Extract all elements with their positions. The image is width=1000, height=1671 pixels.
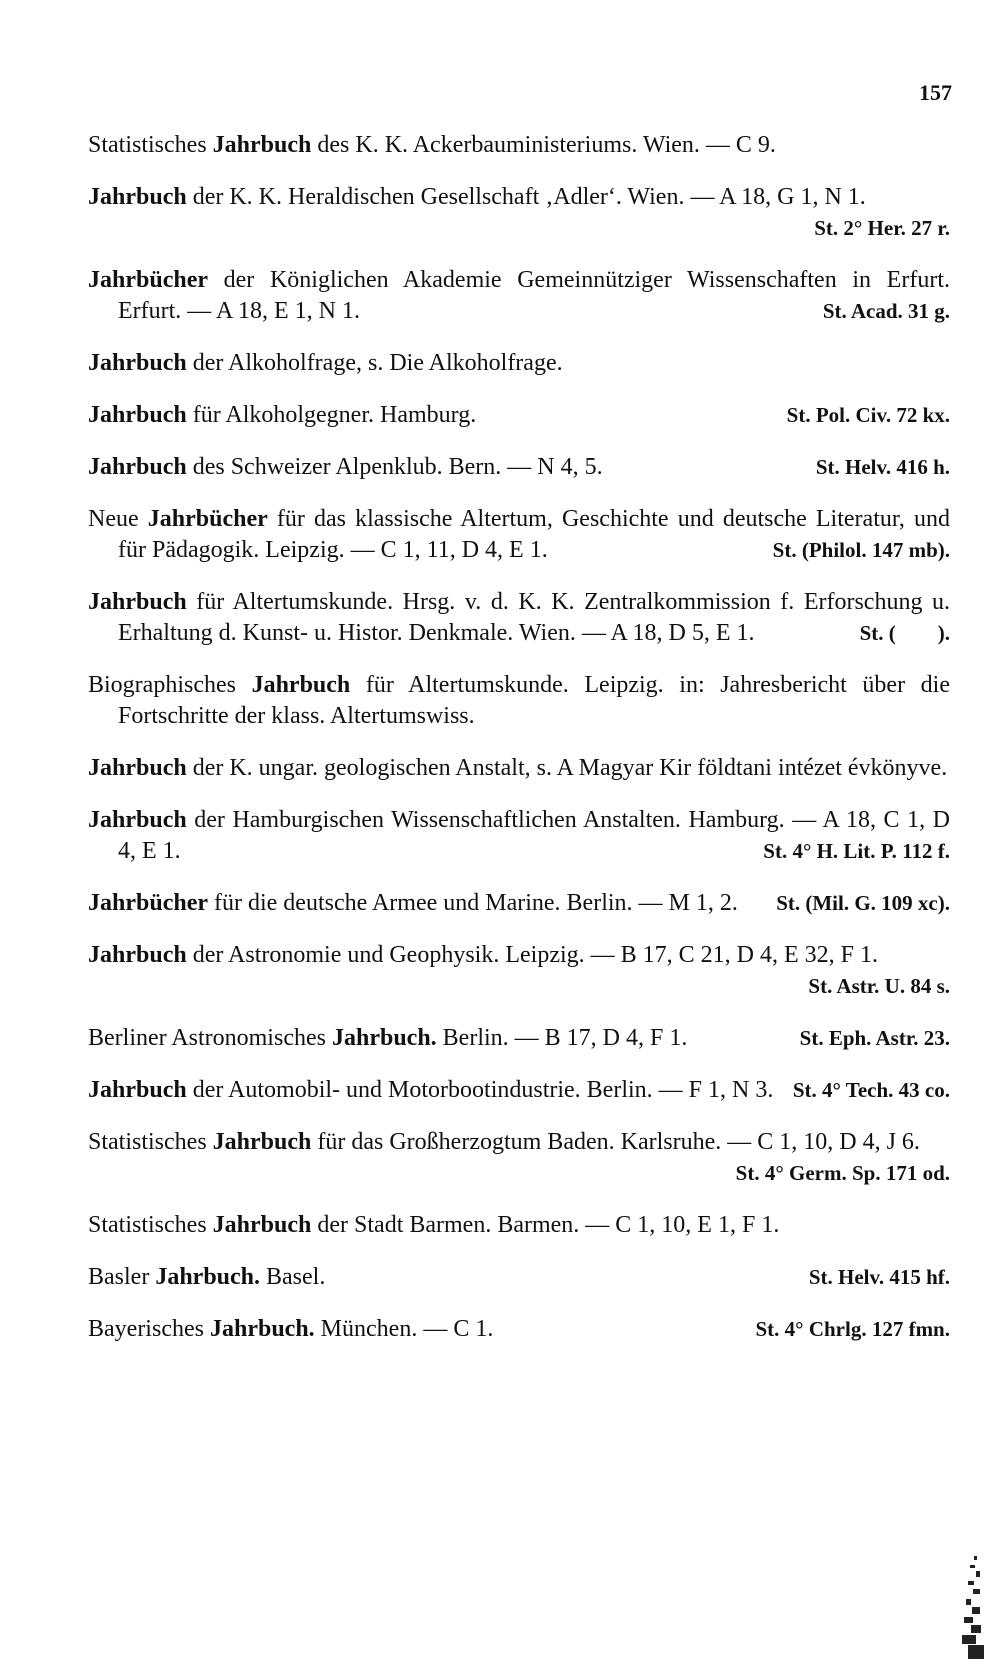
shelfmark: St. (Philol. 147 mb). xyxy=(772,538,950,562)
entry-keyword: Jahrbücher xyxy=(88,890,208,916)
entry-keyword: Jahrbuch xyxy=(251,672,351,698)
entry-text: für Altertumskunde. Hrsg. v. d. K. K. Zentralkommission f. Erforschung u. Erhaltung d. Kunst- u. Histor. Denkmale. Wien. — A 18, D 5, E 1. xyxy=(118,589,950,646)
entry-keyword: Jahrbuch xyxy=(88,454,187,480)
entry-text: der Astronomie und Geophysik. Leipzig. — B 17, C 21, D 4, E 32, F 1. xyxy=(186,942,878,968)
entry-text: für Alkoholgegner. Hamburg. xyxy=(186,402,477,428)
entry-prefix: Basler xyxy=(88,1264,156,1290)
list-item xyxy=(88,940,950,1002)
list-item xyxy=(88,1023,950,1054)
entry-keyword: Jahrbücher xyxy=(88,267,208,293)
entry-prefix: Biographisches xyxy=(88,672,252,698)
entry-keyword: Jahrbuch xyxy=(88,755,187,781)
shelfmark: St. 4° Chrlg. 127 fmn. xyxy=(755,1317,950,1341)
entry-keyword: Jahrbücher xyxy=(147,506,268,532)
entry-prefix: Statistisches xyxy=(88,1129,213,1155)
entry-text: der Alkoholfrage, s. Die Alkoholfrage. xyxy=(186,350,563,376)
entry-text: Basel. xyxy=(260,1264,326,1290)
shelfmark: St. ( ). xyxy=(859,621,950,645)
shelfmark: St. 2° Her. 27 r. xyxy=(814,216,950,240)
shelfmark: St. Acad. 31 g. xyxy=(822,299,950,323)
list-item xyxy=(88,504,950,566)
entry-keyword: Jahrbuch xyxy=(88,402,187,428)
list-item xyxy=(88,348,950,379)
entry-keyword: Jahrbuch xyxy=(88,184,187,210)
entry-keyword: Jahrbuch xyxy=(88,807,187,833)
list-item xyxy=(88,130,950,161)
shelfmark: St. Helv. 415 hf. xyxy=(808,1265,950,1289)
list-item xyxy=(88,452,950,483)
entry-text: der Hamburgischen Wissenschaftlichen Anstalten. Hamburg. — A 18, C 1, D 4, E 1. xyxy=(118,807,950,864)
entry-keyword: Jahrbuch. xyxy=(209,1316,315,1342)
list-item xyxy=(88,1127,950,1189)
entry-list xyxy=(88,130,950,1366)
page-number: 157 xyxy=(919,80,952,105)
entry-text: Berlin. — B 17, D 4, F 1. xyxy=(436,1025,688,1051)
list-item xyxy=(88,400,950,431)
entry-text: für das klassische Altertum, Geschichte und deutsche Literatur, und für Pädagogik. Leipzig. — C 1, 11, D 4, E 1. xyxy=(118,506,951,563)
entry-keyword: Jahrbuch xyxy=(212,132,312,158)
scan-artifact xyxy=(954,1551,986,1661)
entry-keyword: Jahrbuch. xyxy=(155,1264,261,1290)
shelfmark: St. Helv. 416 h. xyxy=(815,455,950,479)
shelfmark: St. 4° Germ. Sp. 171 od. xyxy=(735,1161,950,1185)
entry-keyword: Jahrbuch xyxy=(88,350,187,376)
list-item xyxy=(88,265,950,327)
entry-keyword: Jahrbuch xyxy=(88,1077,187,1103)
entry-prefix: Statistisches xyxy=(88,1212,213,1238)
shelfmark: St. 4° H. Lit. P. 112 f. xyxy=(763,839,950,863)
list-item xyxy=(88,1210,950,1241)
entry-prefix: Statistisches xyxy=(88,132,213,158)
entry-keyword: Jahrbuch xyxy=(212,1212,312,1238)
shelfmark: St. Pol. Civ. 72 kx. xyxy=(786,403,950,427)
shelfmark: St. 4° Tech. 43 co. xyxy=(792,1078,950,1102)
list-item xyxy=(88,1314,950,1345)
entry-keyword: Jahrbuch xyxy=(212,1129,312,1155)
entry-keyword: Jahrbuch. xyxy=(331,1025,437,1051)
entry-text: für Altertumskunde. Leipzig. in: Jahresbericht über die Fortschritte der klass. Altertumswiss. xyxy=(118,672,950,729)
list-item xyxy=(88,753,950,784)
entry-text: des K. K. Ackerbauministeriums. Wien. — C 9. xyxy=(311,132,776,158)
entry-text: München. — C 1. xyxy=(314,1316,494,1342)
entry-text: des Schweizer Alpenklub. Bern. — N 4, 5. xyxy=(186,454,603,480)
list-item xyxy=(88,670,950,732)
shelfmark: St. Astr. U. 84 s. xyxy=(808,974,950,998)
entry-text: der K. ungar. geologischen Anstalt, s. A Magyar Kir földtani intézet évkönyve. xyxy=(186,755,948,781)
entry-prefix: Berliner Astronomisches xyxy=(88,1025,332,1051)
list-item xyxy=(88,805,950,867)
list-item xyxy=(88,1262,950,1293)
entry-prefix: Bayerisches xyxy=(88,1316,210,1342)
entry-text: für die deutsche Armee und Marine. Berlin. — M 1, 2. xyxy=(208,890,738,916)
entry-text: der K. K. Heraldischen Gesellschaft ‚Adler‘. Wien. — A 18, G 1, N 1. xyxy=(186,184,866,210)
entry-text: der Königlichen Akademie Gemeinnütziger Wissenschaften in Erfurt. Erfurt. — A 18, E 1, N 1. xyxy=(118,267,950,324)
entry-text: der Automobil- und Motorbootindustrie. Berlin. — F 1, N 3. xyxy=(186,1077,774,1103)
list-item xyxy=(88,888,950,919)
entry-keyword: Jahrbuch xyxy=(88,942,187,968)
entry-text: für das Großherzogtum Baden. Karlsruhe. — C 1, 10, D 4, J 6. xyxy=(311,1129,920,1155)
entry-prefix: Neue xyxy=(88,506,148,532)
shelfmark: St. Eph. Astr. 23. xyxy=(799,1026,950,1050)
list-item xyxy=(88,1075,950,1106)
shelfmark: St. (Mil. G. 109 xc). xyxy=(776,891,950,915)
list-item xyxy=(88,587,950,649)
list-item xyxy=(88,182,950,244)
entry-keyword: Jahrbuch xyxy=(88,589,187,615)
entry-text: der Stadt Barmen. Barmen. — C 1, 10, E 1, F 1. xyxy=(311,1212,780,1238)
